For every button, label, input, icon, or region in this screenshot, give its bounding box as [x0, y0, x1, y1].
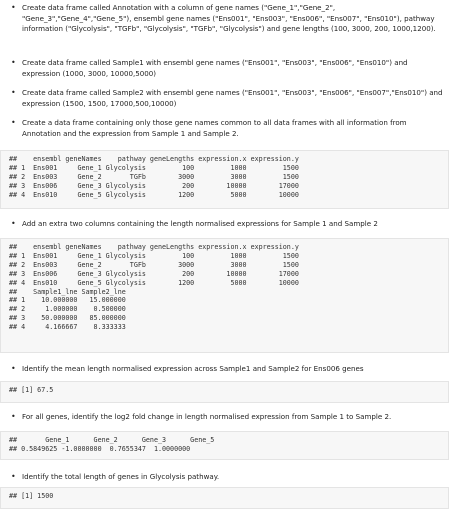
instruction-text: Create data frame called Annotation with a column of gene names ("Gene_1","Gene_2", "Gene_3","Gene_4","Gene_5"), ensembl gene names ("Ens001", "Ens003", "Ens006", "Ens007", "Ens010"), pathway information ("Glycolysis", "TGFb", "Glycolysis", "TGFb", "Glycolysis") and gene lengths (100, 3000, 200, 1000,1200).: [22, 3, 436, 34]
instruction-text: Add an extra two columns containing the length normalised expressions for Sample 1 and Sample 2: [22, 219, 378, 228]
bullet-dot: •: [11, 58, 16, 67]
bullet-dot: •: [11, 3, 16, 12]
code-output-log2fc: ## Gene_1 Gene_2 Gene_3 Gene_5 ## 0.5849625 -1.0000000 0.7655347 1.0000000: [0, 431, 449, 460]
bullet-dot: •: [11, 88, 16, 97]
bullet-dot: •: [11, 219, 16, 228]
instruction-total-length: [11, 472, 445, 483]
instruction-text: Create data frame called Sample2 with ensembl gene names ("Ens001", "Ens003", "Ens006", "Ens007","Ens010") and expression (1500, 1500, 17000,500,10000): [22, 88, 443, 108]
instruction-text: Create data frame called Sample1 with ensembl gene names ("Ens001", "Ens003", "Ens006", "Ens010") and expression (1000, 3000, 10000,5000): [22, 58, 408, 78]
bullet-dot: •: [11, 364, 16, 373]
instruction-sample2: [11, 88, 445, 109]
instruction-merge: [11, 118, 445, 139]
bullet-dot: •: [11, 118, 16, 127]
code-output-mean: ## [1] 67.5: [0, 381, 449, 403]
instruction-normalise: [11, 219, 445, 230]
code-output-total-length: ## [1] 1500: [0, 487, 449, 509]
instruction-text: Create a data frame containing only those gene names common to all data frames with all information from Annotation and the expression from Sample 1 and Sample 2.: [22, 118, 407, 138]
instruction-log2fc: [11, 412, 445, 423]
instruction-mean: [11, 364, 445, 375]
instruction-text: Identify the mean length normalised expression across Sample1 and Sample2 for Ens006 genes: [22, 364, 364, 373]
instruction-text: For all genes, identify the log2 fold change in length normalised expression from Sample 1 to Sample 2.: [22, 412, 392, 421]
bullet-dot: •: [11, 412, 16, 421]
bullet-dot: •: [11, 472, 16, 481]
instruction-text: Identify the total length of genes in Glycolysis pathway.: [22, 472, 220, 481]
code-output-merged-table: ## ensembl geneNames pathway geneLengths expression.x expression.y ## 1 Ens001 Gene_1 Glycolysis 100 1000 1500 ## 2 Ens003 Gene_2 TGFb 3000 3000 1500 ## 3 Ens006 Gene_3 Glycolysis 200 10000 17000 ## 4 Ens010 Gene_5 Glycolysis 1200 5000 10000: [0, 150, 449, 209]
instruction-annotation: [11, 3, 445, 35]
instruction-sample1: [11, 58, 445, 79]
code-output-normalised-table: ## ensembl geneNames pathway geneLengths expression.x expression.y ## 1 Ens001 Gene_1 Glycolysis 100 1000 1500 ## 2 Ens003 Gene_2 TGFb 3000 3000 1500 ## 3 Ens006 Gene_3 Glycolysis 200 10000 17000 ## 4 Ens010 Gene_5 Glycolysis 1200 5000 10000 ## Sample1_lne Sample2_lne ## 1 10.000000 15.000000 ## 2 1.000000 0.500000 ## 3 50.000000 85.000000 ## 4 4.166667 8.333333: [0, 238, 449, 353]
